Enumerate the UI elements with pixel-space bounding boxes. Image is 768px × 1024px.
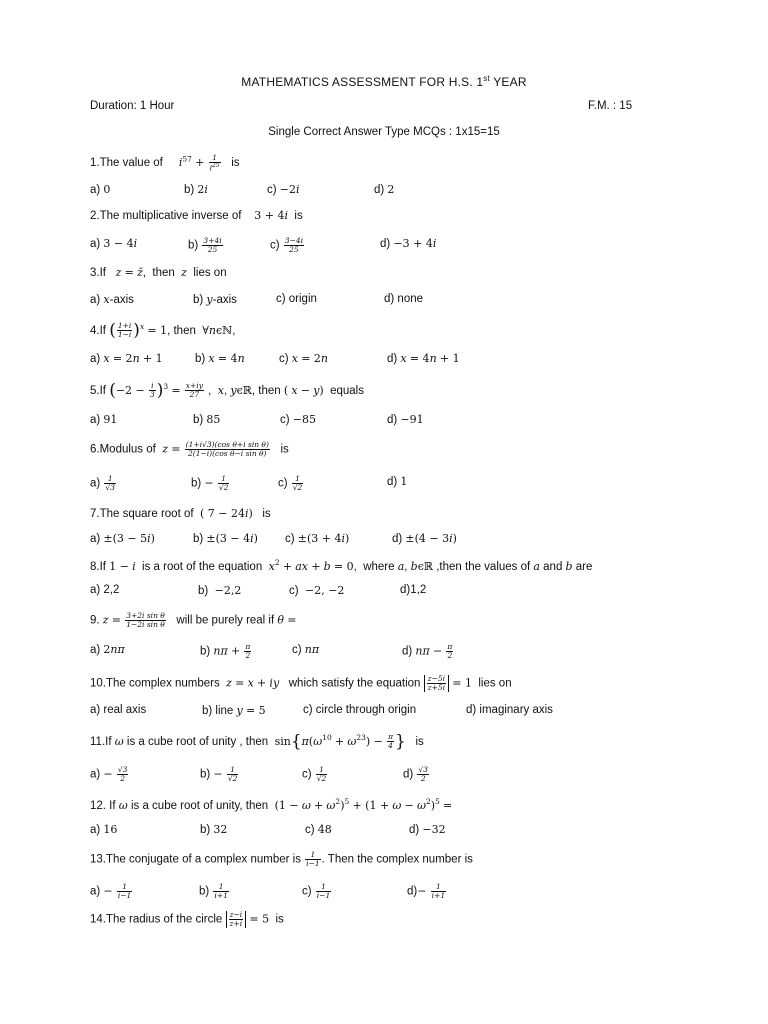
question-1: 1.The value of $i^{57}$ + $\frac{1}{i^{25}}$ is (90, 153, 240, 173)
question-12-option-b[interactable]: b) 32 (200, 823, 228, 836)
question-8: 8.If 1 − i is a root of the equation $x^2$ + ax + b = 0, where a, bϵℝ ,then the values of a and b are (90, 558, 593, 573)
question-3-option-c[interactable]: c) origin (276, 293, 317, 305)
title-end: YEAR (489, 75, 527, 89)
question-13-option-b[interactable]: b) $\frac{1}{i+1}$ (199, 882, 228, 900)
page-title (0, 74, 768, 89)
question-10-option-a[interactable]: a) real axis (90, 704, 147, 716)
question-9-option-b[interactable]: b) nπ + $\frac{\pi}{2}$ (200, 642, 251, 660)
question-4-option-a[interactable]: a) x = 2n + 1 (90, 352, 163, 365)
question-6-option-a[interactable]: a) $\frac{1}{√3}$ (90, 474, 115, 492)
question-9-option-c[interactable]: c) nπ (292, 643, 320, 656)
question-2-option-a[interactable]: a) 3 − 4i (90, 237, 138, 250)
question-7-option-c[interactable]: c) ±(3 + 4i) (285, 532, 350, 545)
question-2-option-c[interactable]: c) $\frac{3-4i}{25}$ (270, 236, 304, 254)
question-6-option-b[interactable]: b) − $\frac{1}{√2}$ (191, 474, 229, 492)
full-marks-label: F.M. : 15 (588, 100, 633, 112)
question-9-option-d[interactable]: d) nπ − $\frac{\pi}{2}$ (402, 642, 453, 660)
question-1-option-a[interactable]: a) 0 (90, 183, 111, 196)
question-9: 9. z = $\frac{\text{3+2i sin θ}}{\text{1−2i sin θ}}$ will be purely real if θ = (90, 611, 297, 629)
question-7-option-b[interactable]: b) ±(3 − 4i) (193, 532, 258, 545)
question-5-option-d[interactable]: d) −91 (387, 413, 424, 426)
question-1-option-d[interactable]: d) 2 (374, 183, 395, 196)
question-9-option-a[interactable]: a) 2nπ (90, 643, 125, 656)
title-superscript: st (483, 74, 490, 83)
question-12-option-c[interactable]: c) 48 (305, 823, 332, 836)
question-10: 10.The complex numbers z = x + iy which satisfy the equation $\frac{z-5i}{z+5i}$ = 1 lies on (90, 674, 512, 692)
question-11-option-d[interactable]: d) $\frac{√3}{2}$ (403, 765, 428, 783)
question-4-option-d[interactable]: d) x = 4n + 1 (387, 352, 460, 365)
question-10-option-c[interactable]: c) circle through origin (303, 704, 417, 716)
question-7-option-d[interactable]: d) ±(4 − 3i) (392, 532, 457, 545)
question-5-option-b[interactable]: b) 85 (193, 413, 221, 426)
question-4-option-c[interactable]: c) x = 2n (279, 352, 329, 365)
question-12-option-a[interactable]: a) 16 (90, 823, 118, 836)
question-13-option-c[interactable]: c) $\frac{1}{i-1}$ (302, 882, 331, 900)
question-11-option-c[interactable]: c) $\frac{1}{√2}$ (302, 765, 327, 783)
question-8-option-a[interactable]: a) 2,2 (90, 584, 120, 596)
question-2-option-d[interactable]: d) −3 + 4i (380, 237, 437, 250)
title-text: MATHEMATICS ASSESSMENT FOR H.S. 1 (241, 75, 484, 89)
question-6: 6.Modulus of z = $\frac{\text{(1+i√3)(cos θ+i sin θ)}}{\text{2(1−i)(cos θ−i sin θ)}}$ is (90, 440, 289, 458)
question-5-option-c[interactable]: c) −85 (280, 413, 316, 426)
section-heading: Single Correct Answer Type MCQs : 1x15=15 (268, 126, 500, 138)
question-13-option-a[interactable]: a) − $\frac{1}{i-1}$ (90, 882, 132, 900)
question-6-option-d[interactable]: d) 1 (387, 475, 408, 488)
question-4-option-b[interactable]: b) x = 4n (195, 352, 245, 365)
question-2: 2.The multiplicative inverse of 3 + 4i is (90, 209, 303, 222)
question-7-option-a[interactable]: a) ±(3 − 5i) (90, 532, 155, 545)
question-8-option-d[interactable]: d)1,2 (400, 584, 427, 596)
question-3-option-b[interactable]: b) y-axis (193, 293, 237, 306)
question-8-option-b[interactable]: b) −2,2 (198, 584, 242, 597)
question-14: 14.The radius of the circle $\frac{z-i}{z+i}$ = 5 is (90, 910, 284, 928)
question-3-option-d[interactable]: d) none (384, 293, 424, 305)
question-3-option-a[interactable]: a) x-axis (90, 293, 134, 306)
question-10-option-d[interactable]: d) imaginary axis (466, 704, 553, 716)
question-3: 3.If z = z̄, then z lies on (90, 266, 227, 279)
question-6-option-c[interactable]: c) $\frac{1}{√2}$ (278, 474, 303, 492)
question-12: 12. If ω is a cube root of unity, then $(1 - \omega + \omega^2)^5 + (1 + \omega - \omega^2)^5$ = (90, 797, 453, 812)
question-8-option-c[interactable]: c) −2, −2 (289, 584, 345, 597)
question-1-option-b[interactable]: b) 2i (184, 183, 208, 196)
question-12-option-d[interactable]: d) −32 (409, 823, 446, 836)
duration-label: Duration: 1 Hour (90, 100, 175, 112)
question-7: 7.The square root of ( 7 − 24i) is (90, 507, 271, 520)
question-13: 13.The conjugate of a complex number is $\frac{1}{i-1}$ . Then the complex number is (90, 850, 473, 868)
question-11: 11.If ω is a cube root of unity , then $\sin\{\pi(\omega^{10} + \omega^{23})$ − $\frac{\pi}{4}$ } is (90, 731, 424, 752)
question-11-option-b[interactable]: b) − $\frac{1}{√2}$ (200, 765, 238, 783)
question-5-option-a[interactable]: a) 91 (90, 413, 118, 426)
question-2-option-b[interactable]: b) $\frac{3+4i}{25}$ (188, 236, 222, 254)
question-1-option-c[interactable]: c) −2i (267, 183, 300, 196)
question-5: 5.If (−2 − $\frac{i}{3}$ )$^3$ = $\frac{x+iy}{27}$ , x, yϵℝ, then ( x − y) equals (90, 380, 364, 401)
question-4: 4.If ( $\frac{1+i}{1-i}$ )$^x$ = 1, then ∀nϵℕ, (90, 320, 236, 341)
question-13-option-d[interactable]: d)− $\frac{1}{i+1}$ (407, 882, 446, 900)
question-11-option-a[interactable]: a) − $\frac{√3}{2}$ (90, 765, 128, 783)
question-10-option-b[interactable]: b) line y = 5 (202, 704, 266, 717)
